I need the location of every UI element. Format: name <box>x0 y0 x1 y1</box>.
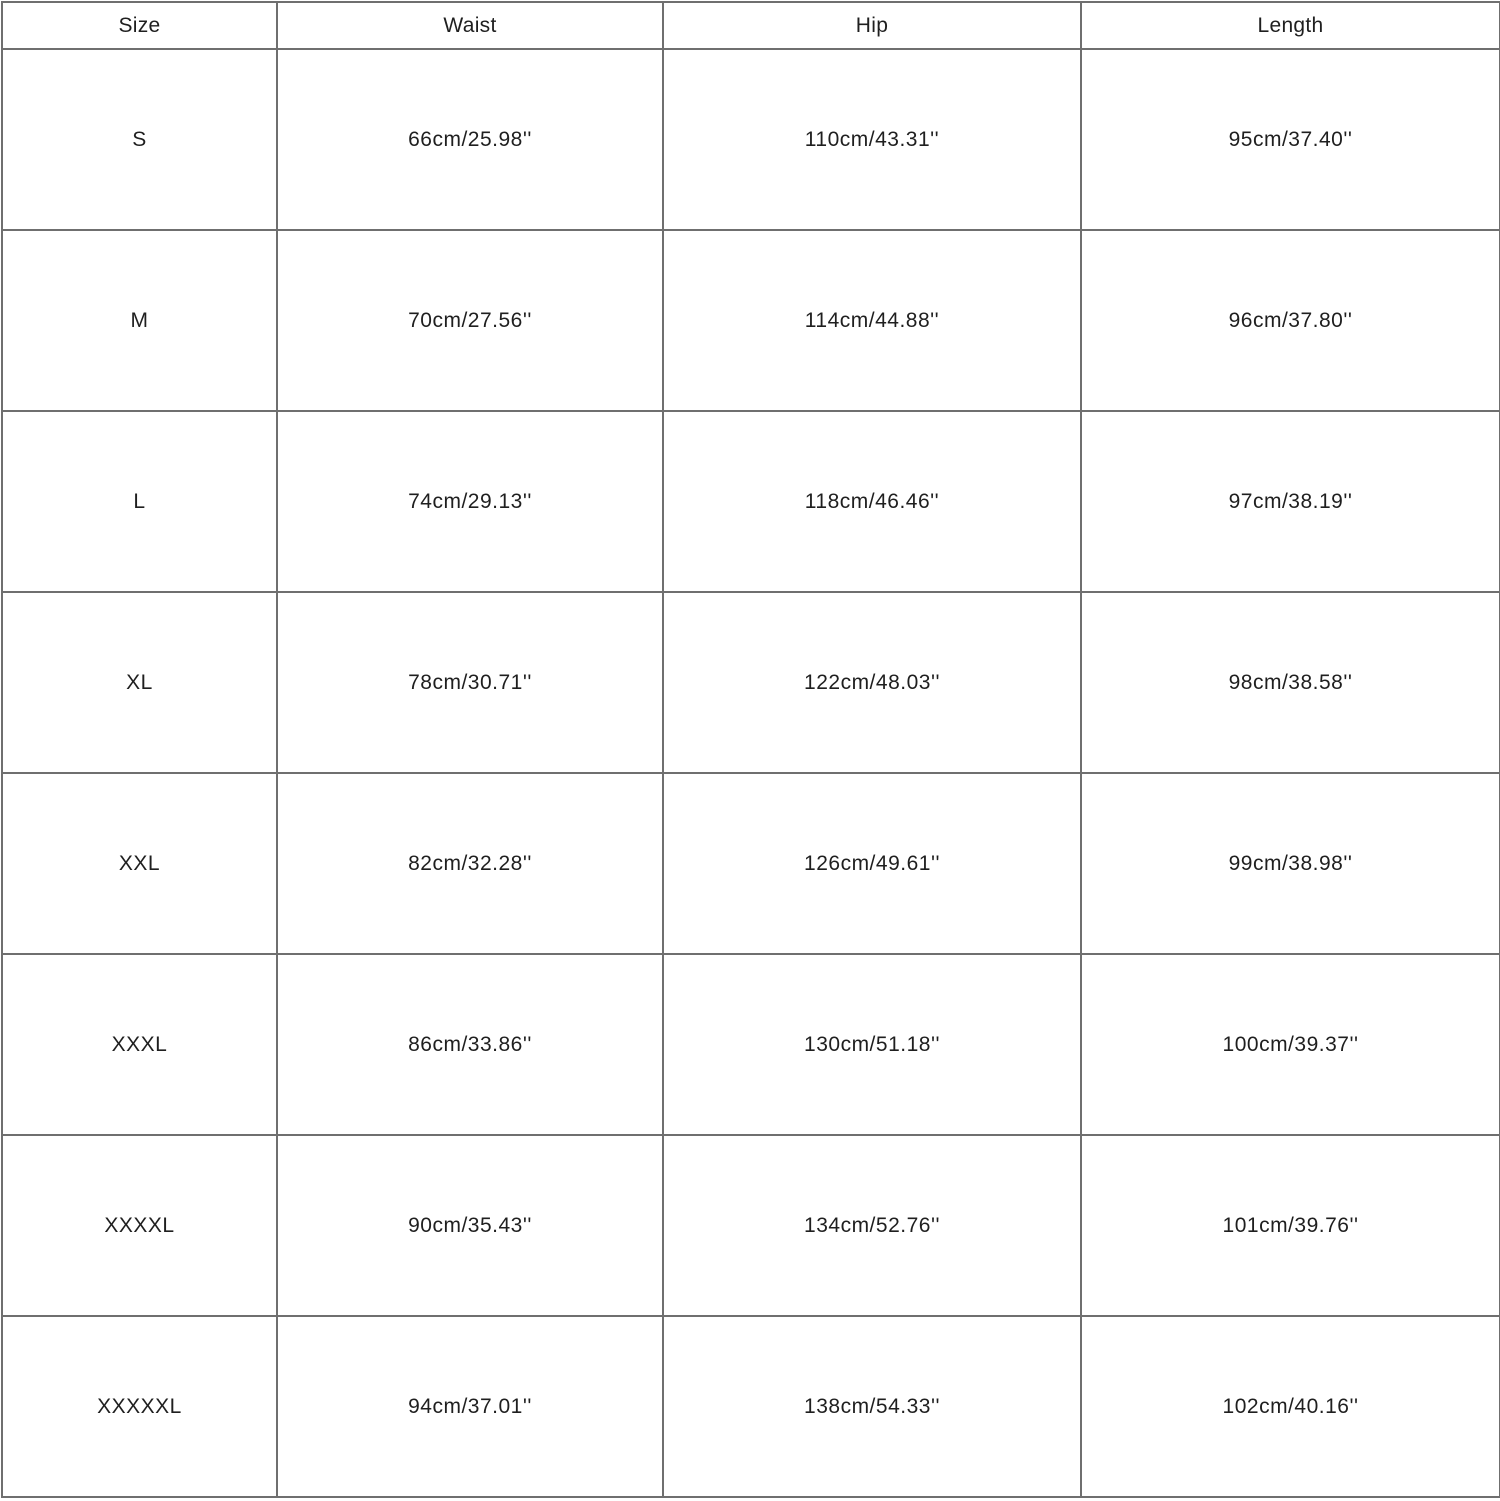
table-row <box>2 230 1500 411</box>
header-row <box>2 2 1500 49</box>
header-hip: Hip <box>663 2 1081 49</box>
table-row <box>2 773 1500 954</box>
cell-size: L <box>2 411 277 592</box>
cell-size: XXXXXL <box>2 1316 277 1497</box>
cell-length: 100cm/39.37'' <box>1081 954 1500 1135</box>
cell-length: 95cm/37.40'' <box>1081 49 1500 230</box>
cell-waist: 74cm/29.13'' <box>277 411 663 592</box>
cell-waist: 78cm/30.71'' <box>277 592 663 773</box>
cell-waist: 70cm/27.56'' <box>277 230 663 411</box>
header-size: Size <box>2 2 277 49</box>
cell-size: XXXL <box>2 954 277 1135</box>
cell-length: 101cm/39.76'' <box>1081 1135 1500 1316</box>
size-chart-header <box>2 2 1500 49</box>
cell-waist: 90cm/35.43'' <box>277 1135 663 1316</box>
cell-size: M <box>2 230 277 411</box>
cell-hip: 126cm/49.61'' <box>663 773 1081 954</box>
header-waist: Waist <box>277 2 663 49</box>
cell-waist: 86cm/33.86'' <box>277 954 663 1135</box>
cell-length: 99cm/38.98'' <box>1081 773 1500 954</box>
cell-size: S <box>2 49 277 230</box>
cell-hip: 130cm/51.18'' <box>663 954 1081 1135</box>
cell-length: 96cm/37.80'' <box>1081 230 1500 411</box>
table-row <box>2 954 1500 1135</box>
cell-length: 98cm/38.58'' <box>1081 592 1500 773</box>
cell-hip: 122cm/48.03'' <box>663 592 1081 773</box>
cell-hip: 134cm/52.76'' <box>663 1135 1081 1316</box>
cell-waist: 82cm/32.28'' <box>277 773 663 954</box>
cell-hip: 118cm/46.46'' <box>663 411 1081 592</box>
size-chart-body <box>2 49 1500 1497</box>
cell-hip: 114cm/44.88'' <box>663 230 1081 411</box>
header-length: Length <box>1081 2 1500 49</box>
cell-size: XXL <box>2 773 277 954</box>
size-chart-table <box>1 1 1500 1498</box>
table-row <box>2 49 1500 230</box>
cell-length: 102cm/40.16'' <box>1081 1316 1500 1497</box>
table-row <box>2 592 1500 773</box>
table-row <box>2 411 1500 592</box>
cell-hip: 110cm/43.31'' <box>663 49 1081 230</box>
cell-size: XL <box>2 592 277 773</box>
cell-hip: 138cm/54.33'' <box>663 1316 1081 1497</box>
table-row <box>2 1135 1500 1316</box>
cell-waist: 66cm/25.98'' <box>277 49 663 230</box>
cell-waist: 94cm/37.01'' <box>277 1316 663 1497</box>
cell-size: XXXXL <box>2 1135 277 1316</box>
table-row <box>2 1316 1500 1497</box>
cell-length: 97cm/38.19'' <box>1081 411 1500 592</box>
